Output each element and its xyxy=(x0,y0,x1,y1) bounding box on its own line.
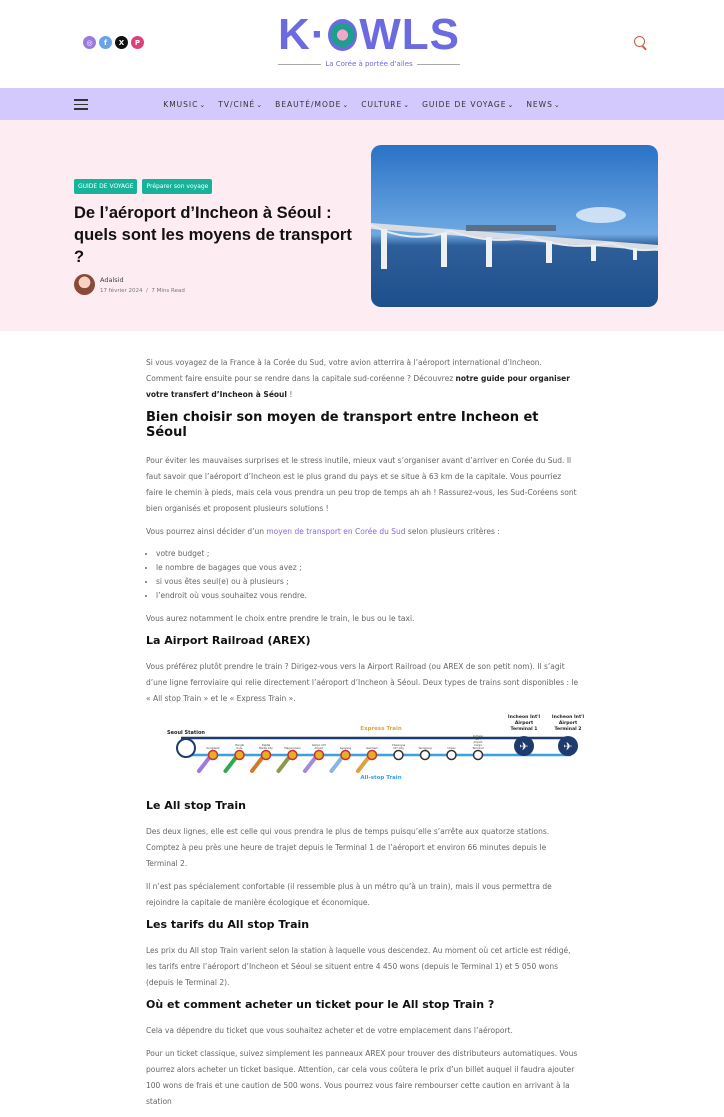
station-label: Gimpo Int'l Airport xyxy=(311,744,327,750)
byline xyxy=(74,274,366,295)
instagram-icon[interactable]: ◎ xyxy=(83,36,96,49)
paragraph: Des deux lignes, elle est celle qui vous prendra le plus de temps puisqu’elle s’arrête aux quatorze stations. Comptez à peu près une heure de trajet depuis le Terminal 1 de l’aéroport et environ 66 minutes depuis le Terminal 2. xyxy=(146,827,550,868)
paragraph: Il n’est pas spécialement confortable (il ressemble plus à un métro qu’à un train), mais il vous permettra de rejoindre la capitale de manière écologique et économique. xyxy=(146,882,552,907)
station-marker xyxy=(262,751,271,760)
post-date: 17 février 2024 xyxy=(100,287,143,294)
terminal-label: Terminal 2 xyxy=(554,727,582,732)
social-links xyxy=(83,36,144,49)
intro-paragraph: Si vous voyagez de la France à la Corée du Sud, votre avion atterrira à l’aéroport international d’Incheon. Comment faire ensuite pour se rendre dans la capitale sud-coréenne ? Découvrez notre guide pour organiser votre transfert d’Incheon à Séoul ! xyxy=(146,358,570,399)
transfer-line xyxy=(358,758,368,771)
station-marker xyxy=(474,751,483,760)
page-title: De l’aéroport d’Incheon à Séoul : quels sont les moyens de transport ? xyxy=(74,204,352,266)
station-label: Unseo xyxy=(447,747,456,750)
station-label: Magongnaru xyxy=(284,747,301,750)
section-heading: Le All stop Train xyxy=(146,799,246,812)
post-meta: 17 février 2024 / 7 Mins Read xyxy=(100,287,185,294)
paragraph: Vous pourrez ainsi décider d’un moyen de transport en Corée du Sud selon plusieurs critères : xyxy=(146,527,500,536)
station-label: Hongik Univ. xyxy=(234,744,245,750)
paragraph: Cela va dépendre du ticket que vous souhaitez acheter et de votre emplacement dans l’aéroport. xyxy=(146,1026,513,1035)
station-label: Yeongjong xyxy=(418,747,432,750)
station-marker xyxy=(288,751,297,760)
airplane-icon: ✈ xyxy=(519,740,529,753)
transfer-line xyxy=(332,758,342,771)
station-label: Cheongna Int'l City xyxy=(391,744,406,750)
criteria-list xyxy=(156,547,580,603)
allstop-label: All-stop Train xyxy=(360,775,402,781)
logo-mark: K· WLS xyxy=(278,10,460,59)
subsection-heading: Les tarifs du All stop Train xyxy=(146,918,310,931)
subsection-heading: Où et comment acheter un ticket pour le All stop Train ? xyxy=(146,998,495,1011)
pinterest-icon[interactable]: P xyxy=(131,36,144,49)
transfer-line xyxy=(252,758,262,771)
station-label: Geomam xyxy=(366,747,378,750)
station-marker xyxy=(394,751,403,760)
station-marker xyxy=(209,751,218,760)
station-marker xyxy=(368,751,377,760)
read-time: 7 Mins Read xyxy=(151,287,185,294)
transfer-line xyxy=(305,758,315,771)
station-label: Gongdeok xyxy=(206,747,220,750)
avatar[interactable] xyxy=(74,274,95,295)
airplane-icon: ✈ xyxy=(563,740,573,753)
tagline: La Corée à portée d'ailes xyxy=(325,60,413,68)
arex-route-diagram xyxy=(146,715,585,787)
station-seoul xyxy=(177,739,195,757)
site-header xyxy=(0,0,724,88)
nav-culture[interactable]: CULTURE ⌄ xyxy=(361,100,410,109)
menu-icon[interactable] xyxy=(74,99,88,113)
article-hero xyxy=(0,120,724,331)
facebook-icon[interactable]: f xyxy=(99,36,112,49)
category-tag[interactable]: Préparer son voyage xyxy=(142,179,212,194)
nav-guide-voyage[interactable]: GUIDE DE VOYAGE ⌄ xyxy=(422,100,514,109)
paragraph: Pour éviter les mauvaises surprises et le stress inutile, mieux vaut s’organiser avant d’arriver en Corée du Sud. Il faut savoir que l’aéroport d’Incheon est le plus grand du pays et se situe à 63 km de la capitale. Vous pourriez faire le chemin à pieds, mais cela vous prendra un peu trop de temps ah ah ! Rassurez-vous, les Sud-Coréens sont bien organisés et proposent plusieurs solutions ! xyxy=(146,456,577,513)
author-name[interactable]: Adalsid xyxy=(100,275,124,284)
section-heading: Bien choisir son moyen de transport entre Incheon et Séoul xyxy=(146,410,539,440)
nav-news[interactable]: NEWS ⌄ xyxy=(526,100,560,109)
transfer-line xyxy=(279,758,289,771)
list-item: • si vous êtes seul(e) ou à plusieurs ; xyxy=(156,575,580,589)
terminal-label: Incheon Int'l xyxy=(551,715,585,720)
x-icon[interactable]: X xyxy=(115,36,128,49)
paragraph: Vous préférez plutôt prendre le train ? Dirigez-vous vers la Airport Railroad (ou AREX de son petit nom). Il s’agit d’une ligne ferroviaire qui relie directement l’aéroport d’Incheon à Séoul. Deux types de trains sont disponibles : le « All stop Train » et le « Express Train ». xyxy=(146,662,579,703)
paragraph: Pour un ticket classique, suivez simplement les panneaux AREX pour trouver des distributeurs automatiques. Vous pourrez alors acheter un ticket basique. Attention, car cela vous coûtera le prix d’un billet auquel il faudra ajouter 100 wons de frais et une caution de 500 wons. Vous pourrez vous faire rembourser cette caution en arrivant à la station xyxy=(146,1049,578,1106)
station-label: Digital Media City xyxy=(259,744,273,750)
station-label: Seoul Station xyxy=(167,730,205,736)
terminal-label: Terminal 1 xyxy=(510,727,538,732)
transfer-line xyxy=(199,758,209,771)
transport-link[interactable]: moyen de transport en Corée du Sud xyxy=(266,527,406,536)
station-marker xyxy=(421,751,430,760)
nav-beaute-mode[interactable]: BEAUTÉ/MODE ⌄ xyxy=(275,100,349,109)
station-label: Gyeyang xyxy=(339,747,352,750)
terminal-label: Incheon Int'l xyxy=(507,715,541,720)
main-nav xyxy=(0,88,724,120)
station-marker xyxy=(235,751,244,760)
list-item: • le nombre de bagages que vous avez ; xyxy=(156,561,580,575)
category-tag[interactable]: GUIDE DE VOYAGE xyxy=(74,179,137,194)
transfer-line xyxy=(226,758,236,771)
station-marker xyxy=(447,751,456,760)
nav-kmusic[interactable]: KMUSIC ⌄ xyxy=(163,100,206,109)
section-heading: La Airport Railroad (AREX) xyxy=(146,634,311,647)
list-item: • votre budget ; xyxy=(156,547,580,561)
article-body xyxy=(146,355,585,1117)
paragraph: Les prix du All stop Train varient selon la station à laquelle vous descendez. Au moment où cet article est rédigé, les tarifs entre l’aéroport d’Incheon et Séoul se situent entre 4 450 wons (depuis le Terminal 1) et 5 050 wons (depuis le Terminal 2). xyxy=(146,946,571,987)
paragraph: Vous aurez notamment le choix entre prendre le train, le bus ou le taxi. xyxy=(146,614,415,623)
hero-image-bridge xyxy=(371,145,658,307)
station-marker xyxy=(315,751,324,760)
list-item: • l’endroit où vous souhaitez vous rendre. xyxy=(156,589,580,603)
express-label: Express Train xyxy=(360,726,402,732)
nav-tv-cine[interactable]: TV/CINÉ ⌄ xyxy=(218,100,263,109)
site-logo[interactable] xyxy=(278,10,460,68)
terminal-label: Airport xyxy=(514,721,534,726)
station-label: Incheon Int'l Airport Cargo Terminal xyxy=(472,735,484,750)
terminal-label: Airport xyxy=(558,721,578,726)
search-icon[interactable] xyxy=(634,36,645,47)
station-marker xyxy=(341,751,350,760)
